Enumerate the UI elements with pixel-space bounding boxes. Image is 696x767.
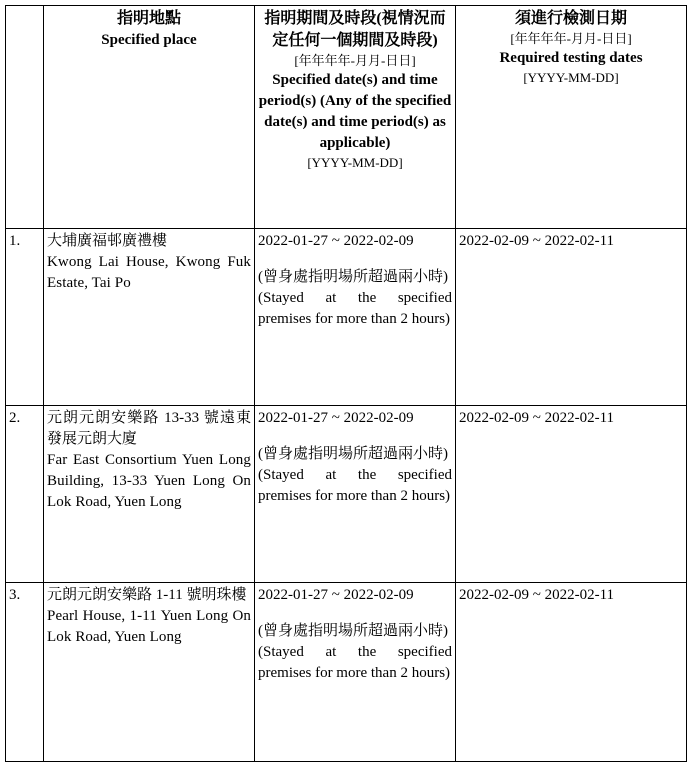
place-name-zh: 大埔廣福邨廣禮樓 <box>47 233 168 249</box>
header-number <box>6 6 44 229</box>
row-period <box>255 229 456 406</box>
header-test-en: Required testing dates <box>499 50 643 66</box>
testing-date-range: 2022-02-09 ~ 2022-02-11 <box>459 233 615 249</box>
place-name-zh: 元朗元朗安樂路 1-11 號明珠樓 <box>47 587 247 603</box>
place-name-zh: 元朗元朗安樂路 13-33 號遠東發展元朗大廈 <box>47 410 251 447</box>
period-range: 2022-01-27 ~ 2022-02-09 <box>258 410 414 426</box>
period-note-zh: (曾身處指明場所超過兩小時) <box>258 623 448 639</box>
row-place <box>44 406 255 583</box>
header-test-zh: 須進行檢測日期 <box>514 10 627 27</box>
row-number: 3. <box>6 583 44 762</box>
header-test-format-en: [YYYY-MM-DD] <box>523 70 619 85</box>
table-row <box>6 406 687 583</box>
header-period-format-en: [YYYY-MM-DD] <box>307 155 403 170</box>
row-period <box>255 406 456 583</box>
specified-places-table <box>5 5 687 762</box>
header-test-format-zh: [年年年年-月月-日日] <box>510 31 632 46</box>
testing-date-range: 2022-02-09 ~ 2022-02-11 <box>459 410 615 426</box>
header-period-format-zh: [年年年年-月月-日日] <box>294 53 416 68</box>
header-specified-place <box>44 6 255 229</box>
header-place-zh: 指明地點 <box>116 10 181 27</box>
period-range: 2022-01-27 ~ 2022-02-09 <box>258 233 414 249</box>
period-note-en: (Stayed at the specified premises for more than 2 hours) <box>258 290 452 327</box>
place-name-en: Kwong Lai House, Kwong Fuk Estate, Tai Po <box>47 254 251 291</box>
row-number: 1. <box>6 229 44 406</box>
row-place <box>44 583 255 762</box>
period-note-zh: (曾身處指明場所超過兩小時) <box>258 446 448 462</box>
header-required-testing-dates <box>456 6 687 229</box>
place-name-en: Pearl House, 1-11 Yuen Long On Lok Road, Yuen Long <box>47 608 251 645</box>
table-row <box>6 229 687 406</box>
period-note-en: (Stayed at the specified premises for more than 2 hours) <box>258 644 452 681</box>
header-period-zh: 指明期間及時段(視情況而定任何一個期間及時段) <box>264 10 446 49</box>
row-number: 2. <box>6 406 44 583</box>
row-testing-dates <box>456 229 687 406</box>
row-period <box>255 583 456 762</box>
row-testing-dates <box>456 406 687 583</box>
row-testing-dates <box>456 583 687 762</box>
header-specified-period <box>255 6 456 229</box>
testing-date-range: 2022-02-09 ~ 2022-02-11 <box>459 587 615 603</box>
header-place-en: Specified place <box>101 32 197 48</box>
table-row <box>6 583 687 762</box>
header-period-en: Specified date(s) and time period(s) (Any of the specified date(s) and time period(s) as applicable) <box>258 72 452 151</box>
place-name-en: Far East Consortium Yuen Long Building, 13-33 Yuen Long On Lok Road, Yuen Long <box>47 452 251 510</box>
period-note-en: (Stayed at the specified premises for more than 2 hours) <box>258 467 452 504</box>
table-header-row <box>6 6 687 229</box>
row-place <box>44 229 255 406</box>
period-range: 2022-01-27 ~ 2022-02-09 <box>258 587 414 603</box>
period-note-zh: (曾身處指明場所超過兩小時) <box>258 269 448 285</box>
